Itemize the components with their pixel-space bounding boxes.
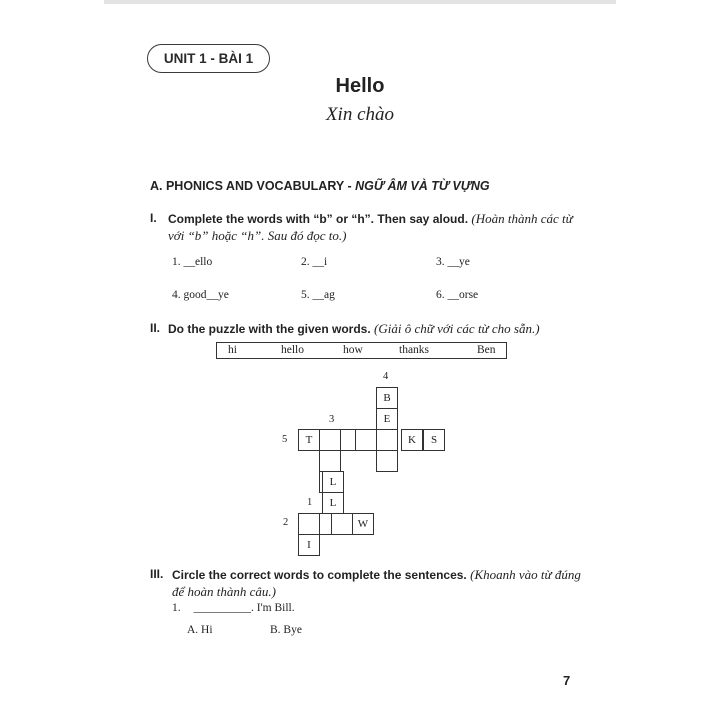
clue-number: 2 (283, 517, 289, 528)
crossword-cell[interactable]: B (376, 387, 398, 409)
crossword-cell[interactable]: T (298, 429, 320, 451)
question-1 (150, 210, 590, 246)
question-1-text-vi-1: (Hoàn thành các từ (471, 211, 573, 226)
question-3-item-text: . I'm Bill. (251, 602, 295, 614)
crossword-cell[interactable]: E (376, 408, 398, 430)
crossword-cell[interactable] (298, 513, 320, 535)
crossword-cell[interactable]: I (298, 534, 320, 556)
question-1-text (168, 210, 573, 228)
question-2-text (168, 320, 540, 338)
clue-number: 1 (307, 497, 313, 508)
word-bank-item: hi (228, 344, 237, 356)
word-bank-item: hello (281, 344, 304, 356)
page-number: 7 (563, 673, 571, 688)
crossword-cell[interactable] (319, 450, 341, 472)
question-3-text-en: Circle the correct words to complete the sentences. (172, 568, 467, 582)
exercise-item: 6. __orse (436, 289, 479, 301)
lesson-title: Hello (335, 75, 385, 97)
word-bank-item: how (343, 344, 363, 356)
exercise-item: 2. __i (301, 256, 328, 268)
crossword-cell[interactable] (355, 429, 377, 451)
question-3-text-vi-2: để hoàn thành câu.) (172, 584, 276, 599)
question-1-number: I. (150, 211, 157, 225)
word-bank (216, 342, 507, 359)
exercise-item: 3. __ye (436, 256, 470, 268)
crossword-cell[interactable] (331, 513, 353, 535)
answer-option-b[interactable]: B. Bye (270, 624, 302, 636)
question-3-text-vi-1: (Khoanh vào từ đúng (470, 567, 581, 582)
question-2 (150, 320, 590, 338)
exercise-item: 1. __ello (172, 256, 213, 268)
clue-number: 3 (329, 414, 335, 425)
crossword-cell[interactable]: K (401, 429, 423, 451)
crossword-cell[interactable]: L (322, 471, 344, 493)
question-3-text (172, 566, 581, 584)
lesson-subtitle: Xin chào (325, 104, 395, 125)
crossword-cell[interactable] (376, 429, 398, 451)
unit-badge: UNIT 1 - BÀI 1 (147, 44, 270, 73)
question-2-number: II. (150, 321, 161, 335)
crossword-cell[interactable]: S (423, 429, 445, 451)
question-2-text-en: Do the puzzle with the given words. (168, 322, 371, 336)
word-bank-item: Ben (477, 344, 496, 356)
crossword-cell[interactable] (319, 429, 341, 451)
word-bank-item: thanks (399, 344, 430, 356)
question-3-number: III. (150, 567, 164, 581)
question-2-text-vi: (Giải ô chữ với các từ cho sẵn.) (374, 321, 540, 336)
crossword-cell[interactable]: L (322, 492, 344, 514)
exercise-item: 5. __ag (301, 289, 335, 301)
answer-blank[interactable]: __________ (193, 602, 251, 614)
page-top-border (104, 0, 616, 4)
crossword-cell[interactable] (376, 450, 398, 472)
question-1-text-en: Complete the words with “b” or “h”. Then say aloud. (168, 212, 469, 226)
section-a-heading-vi: NGỮ ÂM VÀ TỪ VỰNG (355, 179, 490, 193)
question-3-item-number: 1. (172, 602, 181, 614)
exercise-item: 4. good__ye (172, 289, 229, 301)
question-1-text-vi-2: với “b” hoặc “h”. Sau đó đọc to.) (168, 228, 347, 243)
section-a-heading-en: A. PHONICS AND VOCABULARY - (150, 179, 356, 193)
clue-number: 4 (383, 371, 389, 382)
question-3-item (172, 602, 295, 614)
question-3 (150, 566, 590, 602)
answer-option-a[interactable]: A. Hi (187, 624, 213, 636)
crossword-cell[interactable]: W (352, 513, 374, 535)
section-a-heading (150, 179, 490, 193)
clue-number: 5 (282, 434, 288, 445)
